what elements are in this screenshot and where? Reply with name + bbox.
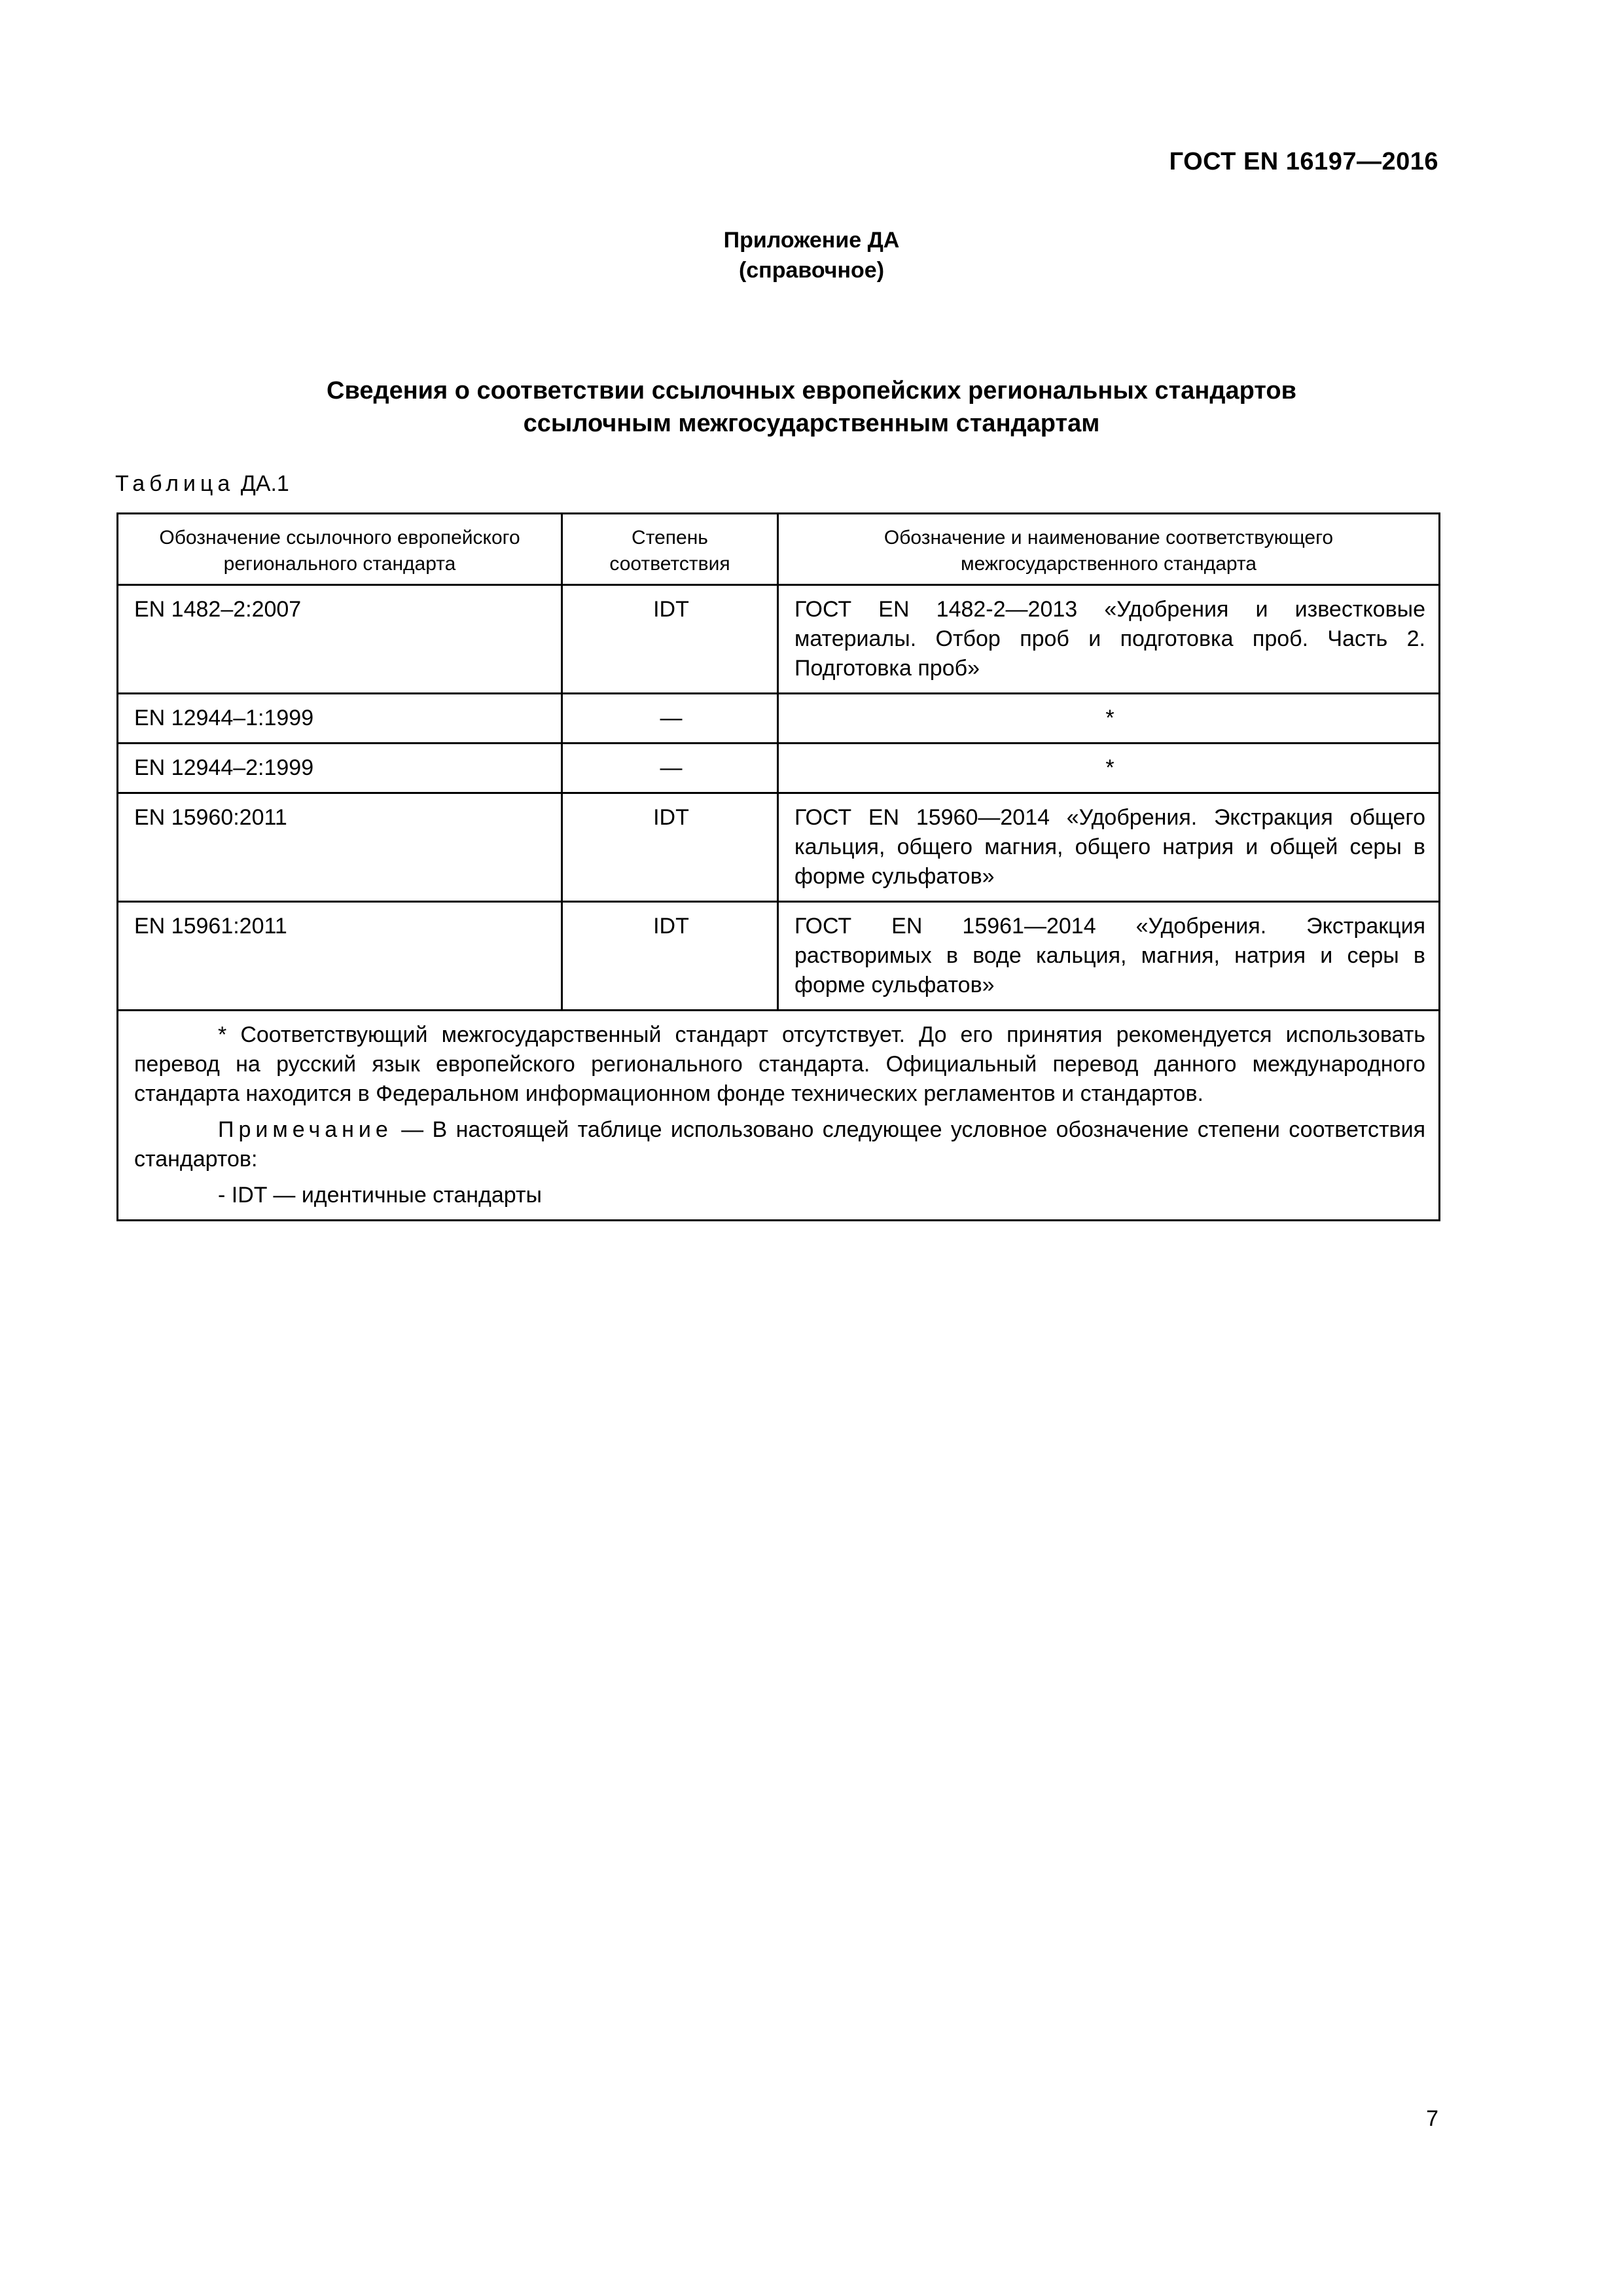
section-title-line-1: Сведения о соответствии ссылочных европейских региональных стандартов bbox=[327, 377, 1296, 404]
correspondence-table bbox=[116, 512, 1440, 1221]
cell-gost: * bbox=[778, 744, 1440, 793]
table-row bbox=[118, 744, 1440, 793]
header-degree: Степень соответствия bbox=[562, 514, 778, 585]
table-row bbox=[118, 585, 1440, 694]
cell-degree: — bbox=[562, 744, 778, 793]
cell-gost: * bbox=[778, 694, 1440, 744]
table-row bbox=[118, 694, 1440, 744]
header-interstate-standard: Обозначение и наименование соответствующего межгосударственного стандарта bbox=[778, 514, 1440, 585]
table-header-row bbox=[118, 514, 1440, 585]
cell-degree: IDT bbox=[562, 793, 778, 902]
cell-reference: EN 1482–2:2007 bbox=[118, 585, 562, 694]
cell-reference: EN 12944–1:1999 bbox=[118, 694, 562, 744]
section-title-line-2: ссылочным межгосударственным стандартам bbox=[523, 410, 1100, 437]
table-row bbox=[118, 793, 1440, 902]
cell-degree: — bbox=[562, 694, 778, 744]
table-footer-row bbox=[118, 1011, 1440, 1221]
document-code: ГОСТ EN 16197—2016 bbox=[1169, 148, 1438, 175]
note-paragraph bbox=[134, 1115, 1425, 1174]
note-label: Примечание bbox=[218, 1117, 393, 1142]
table-caption bbox=[115, 471, 289, 497]
note-text: — В настоящей таблице использовано следующее условное обозначение степени соответствия стандартов: bbox=[134, 1117, 1425, 1172]
footnote-text: * Соответствующий межгосударственный стандарт отсутствует. До его принятия рекомендуется использовать перевод на русский язык европейского регионального стандарта. Официальный перевод данного международного стандарта находится в Федеральном информационном фонде технических регламентов и стандартов. bbox=[134, 1022, 1425, 1106]
annex-subtitle: (справочное) bbox=[738, 258, 885, 283]
section-title bbox=[0, 374, 1623, 440]
cell-degree: IDT bbox=[562, 585, 778, 694]
page-number: 7 bbox=[1426, 2106, 1438, 2131]
cell-degree: IDT bbox=[562, 902, 778, 1011]
cell-reference: EN 12944–2:1999 bbox=[118, 744, 562, 793]
note-list-item: - IDT — идентичные стандарты bbox=[218, 1183, 542, 1208]
table-caption-number: ДА.1 bbox=[234, 471, 289, 496]
header-reference-standard: Обозначение ссылочного европейского регионального стандарта bbox=[118, 514, 562, 585]
cell-reference: EN 15961:2011 bbox=[118, 902, 562, 1011]
table-caption-word: Таблица bbox=[115, 471, 235, 496]
cell-gost: ГОСТ EN 1482-2—2013 «Удобрения и известковые материалы. Отбор проб и подготовка проб. Часть 2. Подготовка проб» bbox=[778, 585, 1440, 694]
table-footer-cell bbox=[118, 1011, 1440, 1221]
annex-title: Приложение ДА bbox=[723, 228, 900, 253]
cell-gost: ГОСТ EN 15960—2014 «Удобрения. Экстракция общего кальция, общего магния, общего натрия и общей серы в форме сульфатов» bbox=[778, 793, 1440, 902]
cell-reference: EN 15960:2011 bbox=[118, 793, 562, 902]
annex-heading bbox=[0, 225, 1623, 285]
table-row bbox=[118, 902, 1440, 1011]
cell-gost: ГОСТ EN 15961—2014 «Удобрения. Экстракция растворимых в воде кальция, магния, натрия и серы в форме сульфатов» bbox=[778, 902, 1440, 1011]
